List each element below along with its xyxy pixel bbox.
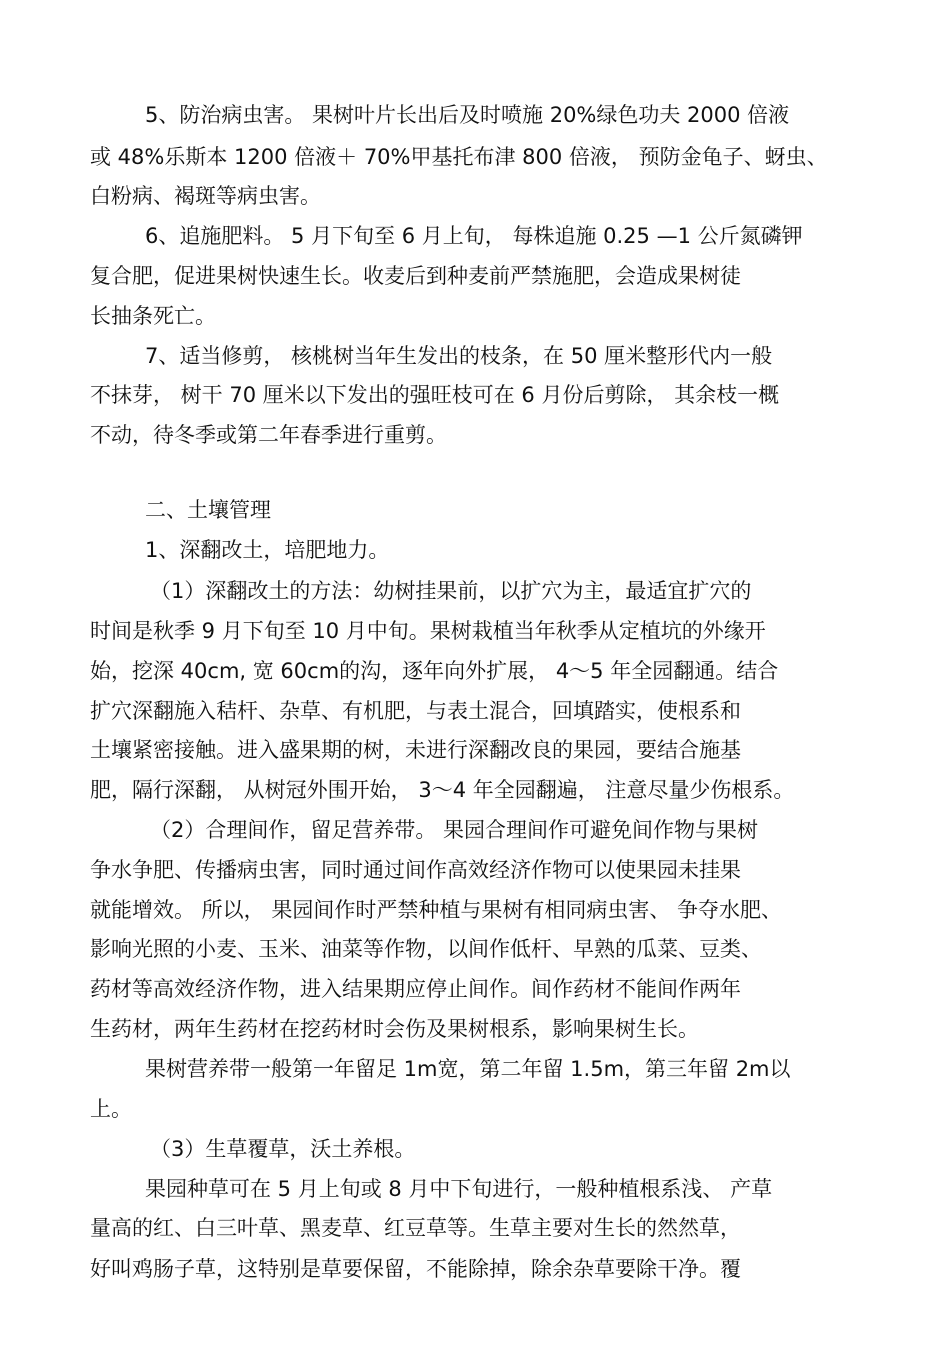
paragraph-line: 6、追施肥料。 5 月下旬至 6 月上旬， 每株追施 0.25 —1 公斤氮磷钾 xyxy=(145,224,803,248)
paragraph-line: 不抹芽， 树干 70 厘米以下发出的强旺枝可在 6 月份后剪除， 其余枝一概 xyxy=(90,383,780,407)
paragraph-line: 复合肥，促进果树快速生长。收麦后到种麦前严禁施肥，会造成果树徒 xyxy=(90,264,741,288)
paragraph-line: 始，挖深 40cm, 宽 60cm的沟，逐年向外扩展， 4～5 年全园翻通。结合 xyxy=(90,659,779,683)
paragraph-line: （2）合理间作，留足营养带。 果园合理间作可避免间作物与果树 xyxy=(150,818,759,842)
paragraph-line: 就能增效。 所以， 果园间作时严禁种植与果树有相同病虫害、 争夺水肥、 xyxy=(90,898,783,922)
subsection-heading: （3）生草覆草，沃土养根。 xyxy=(150,1137,416,1161)
paragraph-line: 扩穴深翻施入秸杆、杂草、有机肥，与表土混合，回填踏实，使根系和 xyxy=(90,699,741,723)
paragraph-line: 土壤紧密接触。进入盛果期的树，未进行深翻改良的果园，要结合施基 xyxy=(90,738,741,762)
paragraph-line: 5、防治病虫害。 果树叶片长出后及时喷施 20%绿色功夫 2000 倍液 xyxy=(145,103,790,127)
paragraph-line: 果园种草可在 5 月上旬或 8 月中下旬进行，一般种植根系浅、 产草 xyxy=(145,1177,773,1201)
paragraph-line: 肥，隔行深翻， 从树冠外围开始， 3～4 年全园翻遍， 注意尽量少伤根系。 xyxy=(90,778,795,802)
paragraph-line: 生药材，两年生药材在挖药材时会伤及果树根系，影响果树生长。 xyxy=(90,1017,699,1041)
paragraph-line: 白粉病、褐斑等病虫害。 xyxy=(90,184,321,208)
paragraph-line: 上。 xyxy=(90,1097,132,1121)
subsection-heading: 1、深翻改土，培肥地力。 xyxy=(145,538,390,562)
paragraph-line: 果树营养带一般第一年留足 1m宽，第二年留 1.5m，第三年留 2m以 xyxy=(145,1057,791,1081)
section-heading: 二、土壤管理 xyxy=(145,498,271,522)
paragraph-line: 好叫鸡肠子草，这特别是草要保留，不能除掉，除余杂草要除干净。覆 xyxy=(90,1257,741,1281)
paragraph-line: （1）深翻改土的方法：幼树挂果前，以扩穴为主，最适宜扩穴的 xyxy=(150,579,752,603)
paragraph-line: 量高的红、白三叶草、黑麦草、红豆草等。生草主要对生长的然然草， xyxy=(90,1216,741,1240)
paragraph-line: 药材等高效经济作物，进入结果期应停止间作。间作药材不能间作两年 xyxy=(90,977,741,1001)
paragraph-line: 或 48%乐斯本 1200 倍液＋ 70%甲基托布津 800 倍液， 预防金龟子、蚜虫、 xyxy=(90,145,828,169)
paragraph-line: 时间是秋季 9 月下旬至 10 月中旬。果树栽植当年秋季从定植坑的外缘开 xyxy=(90,619,766,643)
paragraph-line: 长抽条死亡。 xyxy=(90,304,216,328)
paragraph-line: 不动，待冬季或第二年春季进行重剪。 xyxy=(90,423,447,447)
paragraph-line: 争水争肥、传播病虫害，同时通过间作高效经济作物可以使果园未挂果 xyxy=(90,858,741,882)
paragraph-line: 影响光照的小麦、玉米、油菜等作物，以间作低杆、早熟的瓜菜、豆类、 xyxy=(90,937,762,961)
paragraph-line: 7、适当修剪， 核桃树当年生发出的枝条，在 50 厘米整形代内一般 xyxy=(145,344,773,368)
